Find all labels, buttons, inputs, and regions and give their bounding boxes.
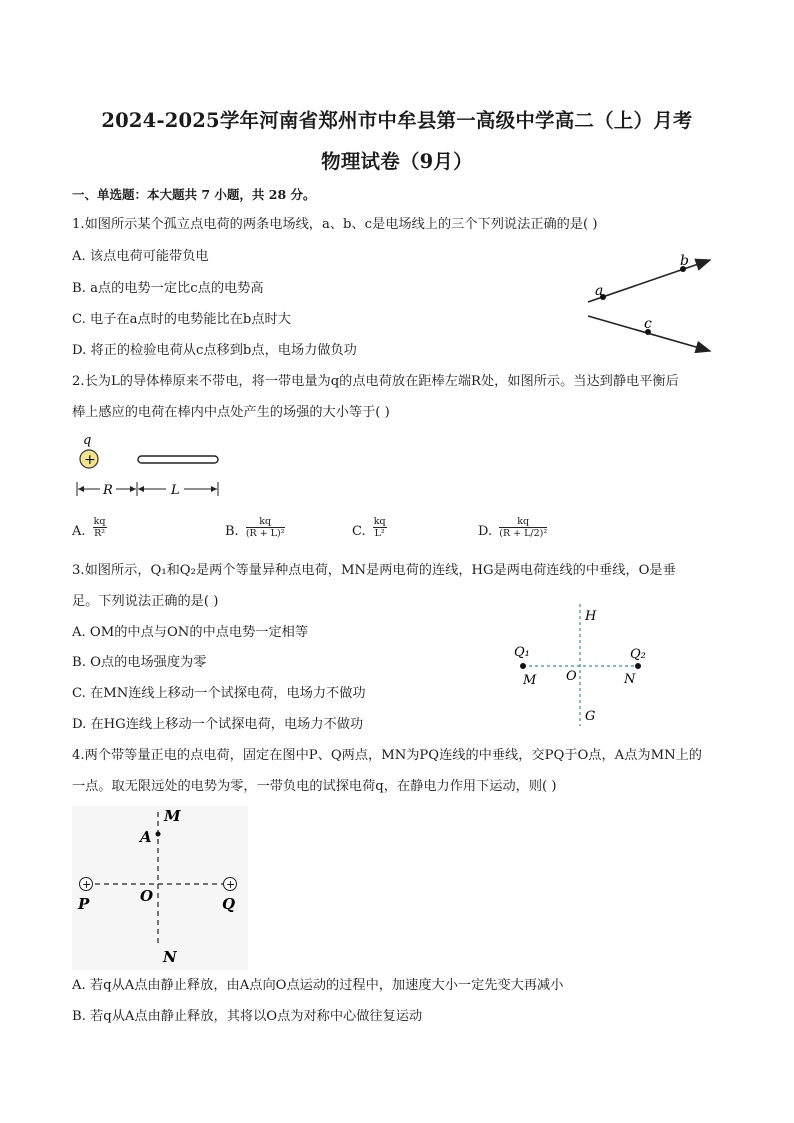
q2-rod-figure bbox=[70, 430, 230, 502]
q3-charge-Q1 bbox=[520, 663, 526, 669]
q1-field-lines-figure bbox=[580, 250, 720, 360]
q4-label-O: O bbox=[140, 887, 154, 905]
q2-option-d-num: kq bbox=[499, 516, 547, 528]
q2-arrowhead-1 bbox=[78, 486, 84, 492]
q2-option-c-num: kq bbox=[373, 516, 386, 527]
q4-plus-P: + bbox=[82, 878, 92, 891]
q2-option-d bbox=[478, 516, 547, 539]
q4-point-A bbox=[156, 832, 161, 837]
q2-option-a-prefix: A. bbox=[72, 524, 86, 539]
q1-label-a: a bbox=[595, 283, 604, 299]
q3-label-O: O bbox=[566, 669, 577, 684]
q1-label-c: c bbox=[644, 316, 652, 332]
q3-stem-line1: 3.如图所示，Q₁和Q₂是两个等量异种点电荷，MN是两电荷的连线，HG是两电荷连线的中垂线，O是垂 bbox=[72, 563, 676, 578]
q1-field-line-upper bbox=[588, 260, 710, 302]
q2-option-c-prefix: C. bbox=[352, 524, 366, 539]
q2-option-d-prefix: D. bbox=[478, 524, 493, 539]
q2-option-b-num: kq bbox=[246, 516, 285, 528]
q4-figure-background bbox=[72, 806, 248, 970]
q1-stem: 1.如图所示某个孤立点电荷的两条电场线，a、b、c是电场线上的三个下列说法正确的是( ) bbox=[72, 217, 598, 232]
q2-arrowhead-4 bbox=[211, 486, 217, 492]
q4-stem-line2: 一点。取无限远处的电势为零，一带负电的试探电荷q，在静电力作用下运动，则( ) bbox=[72, 779, 557, 794]
q1-option-c: C. 电子在a点时的电势能比在b点时大 bbox=[72, 312, 291, 327]
q4-label-M: M bbox=[164, 807, 181, 825]
q4-label-P: P bbox=[78, 895, 90, 913]
q3-label-N: N bbox=[624, 672, 636, 687]
q2-stem-line2: 棒上感应的电荷在棒内中点处产生的场强的大小等于( ) bbox=[72, 405, 390, 420]
q2-option-b bbox=[225, 516, 285, 539]
q4-plus-Q: + bbox=[226, 878, 236, 891]
q4-option-b: B. 若q从A点由静止释放，其将以O点为对称中心做往复运动 bbox=[72, 1009, 423, 1024]
q3-stem-line2: 足。下列说法正确的是( ) bbox=[72, 594, 219, 609]
q2-option-c bbox=[352, 516, 387, 539]
q4-label-N: N bbox=[163, 948, 177, 966]
q2-option-a-num: kq bbox=[93, 516, 106, 527]
q4-stem-line1: 4.两个带等量正电的点电荷，固定在图中P、Q两点，MN为PQ连线的中垂线，交PQ于O点，A点为MN上的 bbox=[72, 748, 702, 763]
q2-stem-line1: 2.长为L的导体棒原来不带电，将一带电量为q的点电荷放在距棒左端R处，如图所示。当达到静电平衡后 bbox=[72, 374, 679, 389]
q3-label-Q2: Q₂ bbox=[630, 647, 646, 662]
q3-label-H: H bbox=[585, 609, 597, 624]
q2-arrowhead-3 bbox=[138, 486, 144, 492]
q2-label-q: q bbox=[83, 433, 92, 448]
q3-option-d: D. 在HG连线上移动一个试探电荷，电场力不做功 bbox=[72, 717, 364, 732]
q3-option-b: B. O点的电场强度为零 bbox=[72, 655, 207, 670]
q3-label-Q1: Q₁ bbox=[514, 645, 530, 660]
q1-option-a: A. 该点电荷可能带负电 bbox=[72, 249, 209, 264]
q2-option-c-den: L² bbox=[374, 528, 385, 539]
q4-label-A: A bbox=[140, 828, 152, 846]
q2-option-a bbox=[72, 516, 107, 539]
q2-conductor-rod bbox=[138, 456, 218, 463]
q2-plus-sign: + bbox=[84, 452, 96, 468]
q4-option-a: A. 若q从A点由静止释放，由A点向O点运动的过程中，加速度大小一定先变大再减小 bbox=[72, 978, 564, 993]
q2-label-L: L bbox=[171, 483, 180, 498]
q1-label-b: b bbox=[680, 253, 689, 269]
q2-option-b-prefix: B. bbox=[225, 524, 239, 539]
q1-option-b: B. a点的电势一定比c点的电势高 bbox=[72, 281, 264, 296]
exam-title-line1: 2024-2025学年河南省郑州市中牟县第一高级中学高二（上）月考 bbox=[101, 109, 693, 132]
q2-option-a-den: R² bbox=[94, 528, 106, 539]
q1-option-d: D. 将正的检验电荷从c点移到b点，电场力做负功 bbox=[72, 343, 357, 358]
q3-charges-figure bbox=[505, 600, 675, 730]
q3-option-a: A. OM的中点与ON的中点电势一定相等 bbox=[72, 625, 309, 640]
q4-label-Q: Q bbox=[222, 895, 236, 913]
q2-arrowhead-2 bbox=[130, 486, 136, 492]
section-heading: 一、单选题：本大题共 7 小题，共 28 分。 bbox=[72, 187, 316, 202]
q2-option-b-den: (R + L)² bbox=[245, 528, 285, 539]
q2-option-d-den: (R + L/2)² bbox=[499, 528, 548, 539]
q3-charge-Q2 bbox=[635, 663, 641, 669]
q3-option-c: C. 在MN连线上移动一个试探电荷，电场力不做功 bbox=[72, 686, 366, 701]
exam-title-line2: 物理试卷（9月） bbox=[321, 150, 473, 173]
q3-label-G: G bbox=[585, 709, 596, 724]
q3-label-M: M bbox=[523, 673, 537, 688]
q2-label-R: R bbox=[103, 483, 113, 498]
q4-charges-figure bbox=[72, 806, 248, 970]
